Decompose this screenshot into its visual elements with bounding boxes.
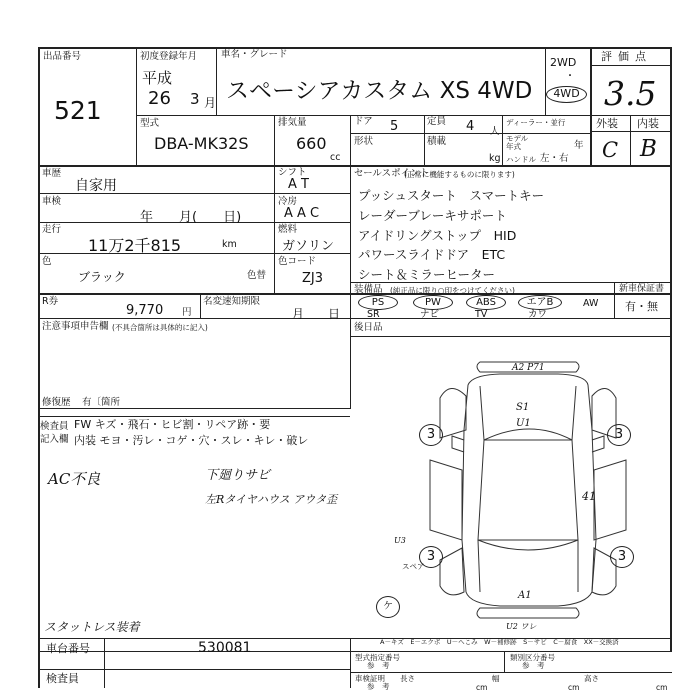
sales-label: セールスポイント: [354, 168, 430, 179]
inspector-row-1: FW キズ・飛石・ヒビ割・リペア跡・要: [74, 418, 271, 431]
dealer-label: ディーラー・並行: [506, 118, 566, 127]
sales-sub: (正常に機能するものに限ります): [404, 170, 515, 179]
recycle-value: 9,770: [126, 303, 164, 318]
category-ref: 参 考: [522, 661, 545, 670]
nameplate-label: 名変速知期限: [203, 296, 261, 307]
displacement: 660: [296, 134, 327, 153]
car-name: スペーシアカスタム XS 4WD: [226, 78, 533, 104]
score-value: 3.5: [604, 74, 657, 113]
equip-airbag: エアB: [518, 295, 562, 310]
frame-left: [38, 47, 40, 688]
year-unit: 年: [574, 140, 584, 151]
doors: 5: [390, 119, 399, 134]
tire-mark-front-left: 3: [419, 424, 443, 446]
shift-value: A T: [288, 177, 309, 192]
equip-tv: TV: [475, 309, 488, 320]
model-label: 型式: [140, 118, 160, 129]
cert-label: 車検証明: [355, 674, 385, 683]
equip-aw: AW: [583, 298, 599, 309]
inspection-label: 車検: [42, 196, 62, 207]
color-value: ブラック: [78, 270, 126, 284]
deadline-value: 月 日: [292, 307, 341, 321]
diagram-side-41: 41: [582, 490, 596, 503]
inspector-label-2: 記入欄: [40, 434, 69, 445]
mileage-value: 11万2千815: [88, 236, 182, 255]
tire-mark-front-right: 3: [607, 424, 631, 446]
note-rust: 下廻りサビ: [205, 468, 271, 483]
height-cm: cm: [656, 683, 668, 692]
equipment-label: 装備品: [354, 284, 383, 295]
sales-point-2: レーダーブレーキサポート: [358, 208, 507, 223]
handle-value: 左・右: [540, 153, 569, 164]
tire-mark-rear-left: 3: [419, 546, 443, 568]
note-ac: AC不良: [48, 470, 101, 488]
load-label: 積載: [427, 136, 447, 147]
interior-grade: B: [640, 136, 657, 162]
reg-year: 26: [148, 88, 171, 109]
doors-label: ドア: [354, 116, 373, 127]
lot-label: 出品番号: [43, 51, 82, 62]
history-label: 車歴: [42, 168, 62, 179]
ac-label: 冷房: [278, 196, 298, 207]
capacity: 4: [466, 119, 475, 134]
chassis-label: 車台番号: [46, 642, 90, 655]
inspection-value: 年 月( 日): [140, 210, 242, 225]
model-year-label: モデル: [506, 134, 529, 143]
height-label: 高さ: [584, 674, 599, 683]
sales-point-4: パワースライドドア ETC: [358, 247, 506, 262]
era: 平成: [142, 69, 173, 87]
chassis-value: 530081: [198, 640, 252, 656]
note-studless: スタットレス装着: [44, 620, 140, 634]
color-code-label: 色コード: [278, 256, 317, 267]
width-cm: cm: [568, 683, 580, 692]
lot-number: 521: [54, 96, 102, 125]
shape-label: 形状: [354, 136, 374, 147]
diagram-top-note: A2 P71: [512, 363, 545, 373]
displacement-label: 排気量: [278, 117, 307, 128]
frame-right: [670, 47, 672, 651]
score-label: 評価点: [601, 50, 652, 63]
kg-unit: kg: [489, 153, 501, 164]
category-label: 類別区分番号: [510, 653, 555, 662]
equip-leather: カワ: [528, 309, 548, 320]
designation-ref: 参 考: [367, 661, 390, 670]
sales-point-1: プッシュスタート スマートキー: [358, 188, 545, 203]
inspector-row-2: 内装 モヨ・汚レ・コゲ・穴・スレ・キレ・破レ: [74, 434, 309, 447]
diagram-u1: U1: [516, 418, 531, 429]
color-change-label: 色替: [247, 270, 267, 281]
frame-top: [38, 47, 672, 49]
equip-pw: PW: [413, 295, 453, 310]
recycle-label: R券: [42, 296, 59, 307]
note-tire-house: 左Rタイヤハウス アウタ歪: [205, 493, 338, 506]
width-label: 幅: [492, 674, 500, 683]
color-code: ZJ3: [302, 271, 324, 286]
equip-navi: ナビ: [420, 309, 440, 320]
equip-sr: SR: [367, 309, 380, 320]
exterior-label: 外装: [596, 117, 618, 130]
repair-label: 修復歴: [42, 397, 71, 408]
ac-value: A A C: [284, 206, 320, 221]
diagram-a1: A1: [518, 590, 532, 601]
tire-mark-rear-right: 3: [610, 546, 634, 568]
diagram-u2: U2 ワレ: [506, 622, 537, 631]
person-unit: 人: [490, 126, 500, 137]
fuel-label: 燃料: [278, 224, 298, 235]
later-label: 後日品: [354, 322, 383, 333]
inspector-label-1: 検査員: [40, 421, 69, 432]
month-unit: 月: [204, 96, 217, 110]
diagram-u3: U3: [394, 536, 406, 545]
spare-circle: ケ: [376, 596, 400, 618]
model-code: DBA-MK32S: [154, 134, 249, 153]
drive-4wd-circled: 4WD: [546, 86, 587, 103]
name-label: 車名・グレード: [221, 49, 288, 60]
mileage-label: 走行: [42, 224, 62, 235]
sales-point-5: シート＆ミラーヒーター: [358, 267, 496, 282]
shift-label: シフト: [278, 167, 307, 178]
km-unit: km: [222, 239, 237, 250]
interior-label: 内装: [637, 117, 659, 130]
warranty-label: 新車保証書: [619, 284, 665, 294]
first-reg-label: 初度登録年月: [140, 51, 198, 62]
yen-unit: 円: [182, 307, 192, 318]
length-label: 長さ: [400, 674, 415, 683]
notes-label: 注意事項申告欄: [42, 321, 109, 332]
cert-ref: 参 考: [367, 682, 390, 691]
designation-label: 型式指定番号: [355, 653, 400, 662]
notes-sub: (不具合箇所は具体的に記入): [112, 323, 208, 332]
equip-abs: ABS: [466, 295, 506, 310]
reg-month: 3: [190, 90, 200, 108]
fuel-value: ガソリン: [282, 239, 335, 254]
cc-unit: cc: [330, 152, 341, 163]
damage-legend: A－キズ E－エクボ U－へこみ W－補修跡 S－サビ C－腐食 XX－交換済: [380, 638, 619, 646]
diagram-spare-label: スペア: [402, 562, 425, 571]
repair-value: 有〔箇所: [82, 397, 121, 408]
equipment-sub: (純正品に限り○印をつけてください): [390, 286, 515, 295]
history-value: 自家用: [75, 178, 117, 194]
capacity-label: 定員: [427, 116, 447, 127]
diagram-s1: S1: [516, 402, 530, 413]
model-year-label-2: 年式: [506, 142, 521, 151]
color-label: 色: [42, 256, 52, 267]
warranty-value: 有・無: [625, 300, 658, 313]
sales-point-3: アイドリングストップ HID: [358, 228, 517, 243]
length-cm: cm: [476, 683, 488, 692]
drive-2wd: 2WD: [550, 56, 577, 69]
equip-ps: PS: [358, 295, 398, 310]
inspector-footer-label: 検査員: [46, 672, 79, 685]
handle-label: ハンドル: [506, 155, 536, 164]
exterior-grade: C: [602, 138, 619, 162]
